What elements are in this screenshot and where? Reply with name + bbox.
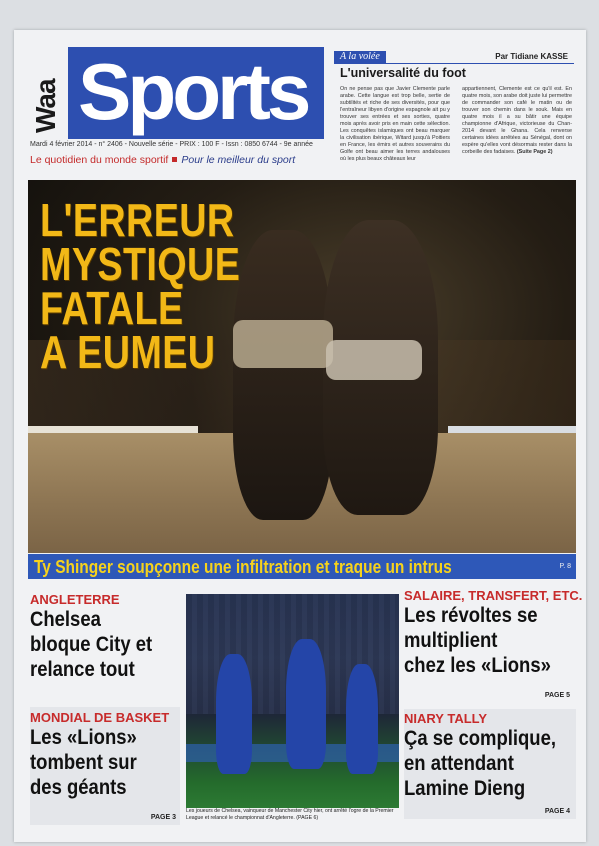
headline-line: FATALE [40, 282, 184, 334]
story-headline-line: en attendant [404, 752, 514, 775]
photo-caption: Les joueurs de Chelsea, vainqueur de Manchester City hier, ont arrêté l'ogre de la Premier League et relancé le championnat d'Angleterre. (PAGE 6) [186, 808, 394, 821]
player-figure [346, 664, 378, 774]
story-headline-line: multiplient [404, 629, 498, 652]
headline-line: L'ERREUR [40, 194, 235, 246]
story-page-ref: PAGE 5 [544, 692, 570, 699]
wrestler-left [233, 230, 333, 520]
a-la-volee-body [340, 86, 572, 162]
story-headline-line: Ça se complique, [404, 727, 556, 750]
dateline: Mardi 4 février 2014 - n° 2406 - Nouvelle série - PRIX : 100 F - Issn : 0850 6744 - 9e année [30, 141, 313, 148]
a-la-volee-label: A la volée [334, 51, 386, 63]
wrestler-left-loincloth [233, 320, 333, 368]
story-page-ref: PAGE 3 [150, 814, 176, 821]
lead-photo[interactable] [28, 180, 576, 553]
a-la-volee-title: L'universalité du foot [340, 66, 466, 80]
story-headline-line: Chelsea [30, 608, 101, 631]
story-headline-line: des géants [30, 776, 127, 799]
story-headline-line: Les révoltes se [404, 604, 538, 627]
a-la-volee-byline: Par Tidiane KASSE [495, 52, 568, 61]
story-kicker: MONDIAL DE BASKET [30, 710, 170, 725]
a-la-volee-suite: (Suite Page 2) [516, 149, 553, 155]
story-headline-line: bloque City et [30, 633, 153, 656]
sports-label: Sports [78, 47, 308, 136]
lead-headline[interactable] [40, 194, 241, 378]
story-headline-line: Lamine Dieng [404, 777, 526, 800]
story-kicker: NIARY TALLY [404, 711, 488, 726]
lead-strap[interactable] [28, 554, 576, 579]
tagline-left: Le quotidien du monde sportif [30, 154, 169, 166]
a-la-volee-header [334, 51, 574, 64]
player-figure [286, 639, 326, 769]
story-kicker: SALAIRE, TRANSFERT, ETC. [404, 588, 583, 603]
story-headline-line: Les «Lions» [30, 726, 137, 749]
waa-label: Waa [30, 79, 61, 133]
headline-line: A EUMEU [40, 326, 216, 378]
tagline-separator-icon [172, 157, 177, 162]
masthead-sports-logo [68, 47, 324, 139]
lead-strap-page: P. 8 [559, 563, 571, 570]
headline-line: MYSTIQUE [40, 238, 241, 290]
story-mondial-basket[interactable] [30, 707, 180, 825]
tagline-right: Pour le meilleur du sport [181, 154, 296, 166]
story-headline-line: relance tout [30, 658, 135, 681]
story-angleterre[interactable] [30, 592, 180, 682]
story-kicker: ANGLETERRE [30, 592, 120, 607]
story-headline-line: tombent sur [30, 751, 137, 774]
masthead [28, 47, 324, 139]
story-salaire-transfert[interactable] [404, 588, 583, 699]
masthead-waa [28, 47, 64, 139]
player-figure [216, 654, 252, 774]
wrestler-right-loincloth [326, 340, 422, 380]
story-niary-tally[interactable] [404, 709, 576, 819]
tagline [30, 154, 330, 166]
a-la-volee-col2-text: appartiennent, Clemente est ce qu'il est. En quatre mois, son arabe doit juste lui permettre de commander son café le matin ou de trouver son chemin dans le souk. Mais en quatre mois il a su bâtir une équipe championne d'Afrique, victorieuse du Chan-2014 devant le Ghana. Cela renverse certaines idées arrêtées au Sénégal, dont on espère qu'elles vont désormais rester dans la corbeille des fadaises. [462, 86, 572, 155]
a-la-volee-col2 [462, 86, 572, 156]
chelsea-photo[interactable] [186, 594, 399, 808]
lead-strap-text: Ty Shinger soupçonne une infiltration et traque un intrus [34, 557, 452, 577]
story-page-ref: PAGE 4 [544, 808, 570, 815]
story-headline-line: chez les «Lions» [404, 654, 551, 677]
a-la-volee-col1: On ne pense pas que Javier Clemente parle arabe. Cette langue est trop belle, sertie de subtilités et riche de ses diversités, pour que l'entraîneur libyen d'origine espagnole ait pu y trouver ses entrées et ses sorties, quatre mois après avoir pris en main cette sélection. Les conquêtes islamiques ont beau marquer la civilisation ibérique, Witard jusqu'à Poitiers en France, les émirs et autres souverains du Golfe ont beau aimer les terres andalouses où les plus beaux châteaux leur [340, 86, 450, 162]
